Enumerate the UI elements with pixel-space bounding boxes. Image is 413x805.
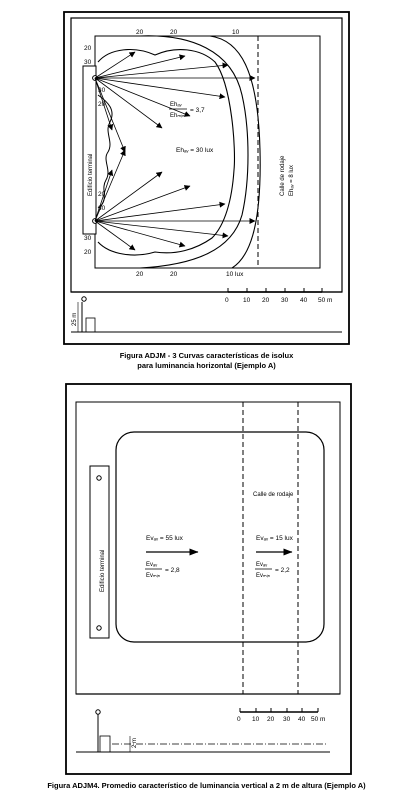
figure1-contour-labels bbox=[84, 29, 244, 278]
figure1-terminal-label: Edificio terminal bbox=[88, 153, 94, 196]
scale-label: 30 bbox=[283, 716, 291, 723]
ray bbox=[95, 56, 185, 78]
mast-light bbox=[82, 297, 86, 301]
figure1-avg-label: Ehₐᵥ = 30 lux bbox=[176, 147, 214, 154]
figure1-taxiway-value: Ehₐᵥ = 8 lux bbox=[289, 164, 295, 196]
figure1-ratio-den: Ehₘᵢₙ bbox=[170, 113, 185, 119]
figure2-right-ratio-value: = 2,2 bbox=[275, 567, 290, 574]
figure2-right-ratio-den: Evₘᵢₙ bbox=[256, 573, 271, 579]
scale-label: 10 bbox=[243, 297, 251, 304]
figure2-left-ratio-den: Evₘᵢₙ bbox=[146, 573, 161, 579]
figure2-terminal-label: Edificio terminal bbox=[100, 549, 106, 592]
ray bbox=[95, 221, 185, 246]
contour-label: 20 bbox=[136, 29, 144, 36]
scale-label: 0 bbox=[237, 716, 241, 723]
contour-label: 10 bbox=[232, 29, 240, 36]
figure2-right-avg: Evₐᵥ = 15 lux bbox=[256, 535, 293, 542]
figure2-mast-bottom bbox=[97, 626, 101, 630]
contour-label: 30 bbox=[84, 235, 92, 242]
figure1-light-rays bbox=[95, 52, 255, 250]
ray bbox=[95, 65, 228, 78]
contour-label: 20 bbox=[136, 271, 144, 278]
scale-label: 30 bbox=[281, 297, 289, 304]
ray bbox=[95, 78, 190, 116]
figure2-scale-bar bbox=[237, 708, 325, 723]
figure2-taxiway-label: Calle de rodaje bbox=[253, 492, 294, 498]
contour-label: 20 bbox=[84, 45, 92, 52]
terminal-elevation bbox=[100, 736, 110, 752]
figure2-left-ratio-value: = 2,8 bbox=[165, 567, 180, 574]
figure1-caption-line2: para luminancia horizontal (Ejemplo A) bbox=[137, 361, 276, 370]
contour-label: 20 bbox=[98, 191, 106, 198]
figure1 bbox=[64, 12, 349, 344]
figure2-left-ratio-num: Evₐᵥ bbox=[146, 562, 158, 568]
contour-label: 20 bbox=[98, 101, 106, 108]
height-label: 2 m bbox=[132, 737, 138, 748]
contour-label: 10 lux bbox=[226, 271, 244, 278]
ray bbox=[95, 221, 228, 236]
scale-label: 50 m bbox=[311, 716, 326, 723]
figure2-elevation bbox=[76, 710, 330, 752]
figure1-ratio-num: Ehₐᵥ bbox=[170, 102, 182, 108]
scale-label: 20 bbox=[262, 297, 270, 304]
scale-label: 40 bbox=[300, 297, 308, 304]
contour-label: 30 bbox=[98, 205, 106, 212]
contour-label: 30 bbox=[98, 87, 106, 94]
figure2 bbox=[66, 384, 351, 774]
ray bbox=[95, 52, 135, 78]
contour-label: 30 bbox=[84, 59, 92, 66]
mast-height-label: 25 m bbox=[72, 312, 78, 326]
contour-label: 20 bbox=[170, 271, 178, 278]
ray bbox=[95, 221, 135, 250]
figure1-caption-line1: Figura ADJM - 3 Curvas características de isolux bbox=[119, 351, 294, 360]
scale-label: 10 bbox=[252, 716, 260, 723]
scale-label: 50 m bbox=[318, 297, 333, 304]
figure1-isolux-20-inner bbox=[98, 50, 234, 255]
figure1-terminal-building bbox=[83, 66, 96, 234]
contour-label: 20 bbox=[170, 29, 178, 36]
scale-label: 40 bbox=[298, 716, 306, 723]
figure2-caption: Figura ADJM4. Promedio característico de luminancia vertical a 2 m de altura (Ejemplo A) bbox=[47, 781, 366, 790]
figure1-ratio-value: = 3,7 bbox=[190, 107, 205, 114]
figure1-caption bbox=[0, 351, 413, 371]
figure2-mast-top bbox=[97, 476, 101, 480]
scale-label: 20 bbox=[267, 716, 275, 723]
contour-label: 20 bbox=[84, 249, 92, 256]
terminal-elevation bbox=[86, 318, 95, 332]
figure2-right-ratio-num: Evₐᵥ bbox=[256, 562, 268, 568]
ray bbox=[95, 186, 190, 221]
ray bbox=[95, 78, 225, 97]
figure2-left-avg: Evₐᵥ = 55 lux bbox=[146, 535, 183, 542]
scale-label: 0 bbox=[225, 297, 229, 304]
figure1-scale-bar bbox=[225, 288, 332, 304]
mast-light bbox=[96, 710, 100, 714]
figure1-taxiway-label: Calle de rodaje bbox=[280, 155, 286, 196]
